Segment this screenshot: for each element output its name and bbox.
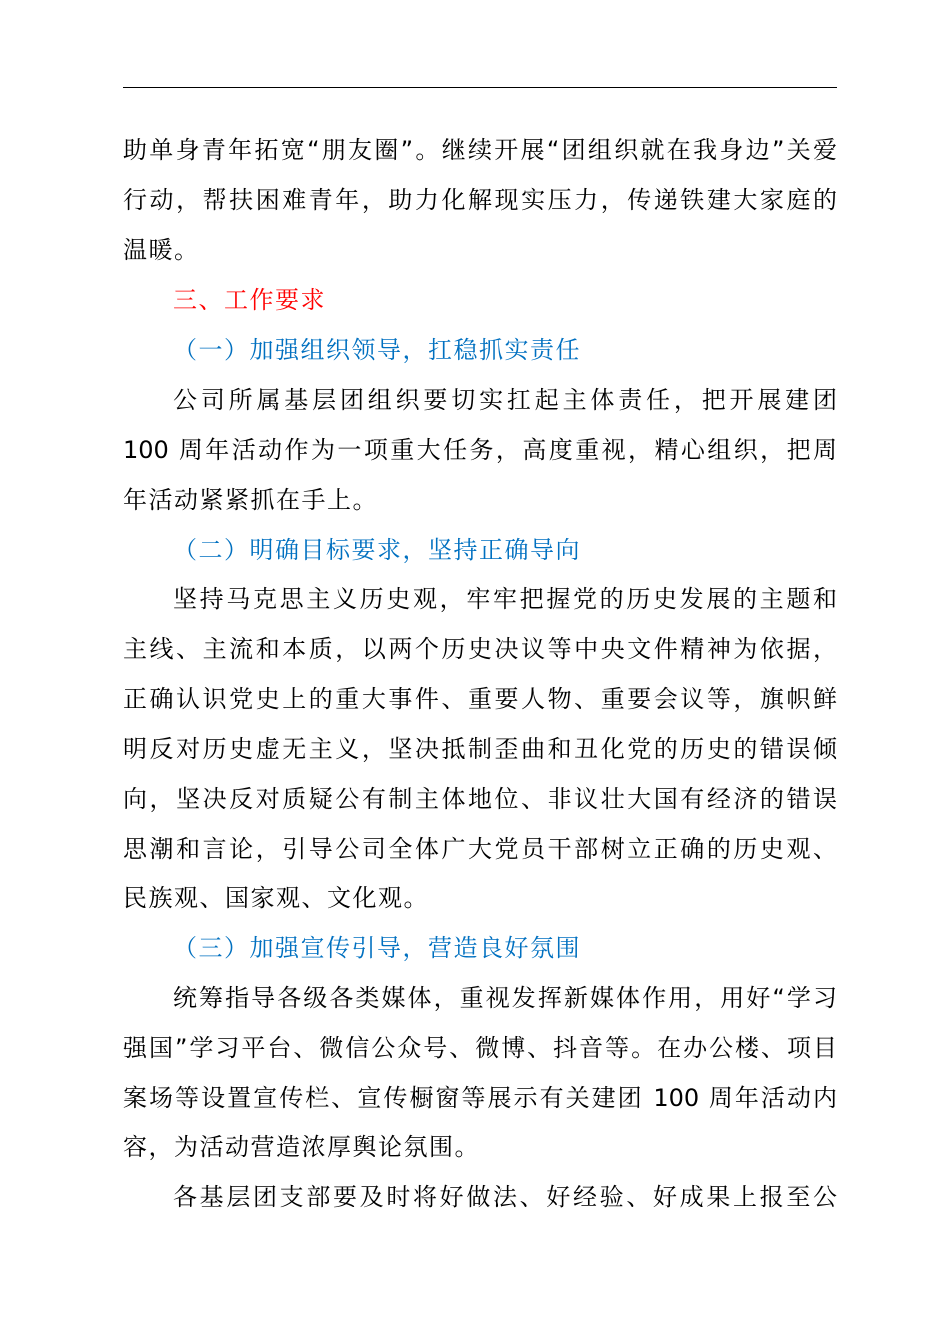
body-line: 行动，帮扶困难青年，助力化解现实压力，传递铁建大家庭的 xyxy=(123,186,837,214)
body-line: 民族观、国家观、文化观。 xyxy=(123,884,429,912)
body-line: 思潮和言论，引导公司全体广大党员干部树立正确的历史观、 xyxy=(123,835,837,863)
subsection-heading: （三）加强宣传引导，营造良好氛围 xyxy=(173,934,581,962)
body-line: 温暖。 xyxy=(123,236,200,264)
body-line: 明反对历史虚无主义，坚决抵制歪曲和丑化党的历史的错误倾 xyxy=(123,735,837,763)
body-line: 助单身青年拓宽“朋友圈”。继续开展“团组织就在我身边”关爱 xyxy=(123,136,837,164)
body-line: 向，坚决反对质疑公有制主体地位、非议壮大国有经济的错误 xyxy=(123,785,837,813)
body-line: 容，为活动营造浓厚舆论氛围。 xyxy=(123,1133,480,1161)
body-line: 年活动紧紧抓在手上。 xyxy=(123,486,378,514)
body-line: 100 周年活动作为一项重大任务，高度重视，精心组织，把周 xyxy=(123,436,837,464)
body-line: 案场等设置宣传栏、宣传橱窗等展示有关建团 100 周年活动内 xyxy=(123,1084,837,1112)
paragraph-first-line: 公司所属基层团组织要切实扛起主体责任，把开展建团 xyxy=(173,386,837,414)
paragraph-first-line: 统筹指导各级各类媒体，重视发挥新媒体作用，用好“学习 xyxy=(173,984,837,1012)
paragraph-first-line: 坚持马克思主义历史观，牢牢把握党的历史发展的主题和 xyxy=(173,585,837,613)
body-line: 正确认识党史上的重大事件、重要人物、重要会议等，旗帜鲜 xyxy=(123,685,837,713)
header-rule xyxy=(123,87,837,88)
body-line: 主线、主流和本质，以两个历史决议等中央文件精神为依据， xyxy=(123,635,837,663)
section-heading: 三、工作要求 xyxy=(173,286,326,314)
subsection-heading: （二）明确目标要求，坚持正确导向 xyxy=(173,536,581,564)
subsection-heading: （一）加强组织领导，扛稳抓实责任 xyxy=(173,336,581,364)
body-line: 强国”学习平台、微信公众号、微博、抖音等。在办公楼、项目 xyxy=(123,1034,837,1062)
paragraph-first-line: 各基层团支部要及时将好做法、好经验、好成果上报至公 xyxy=(173,1183,837,1211)
